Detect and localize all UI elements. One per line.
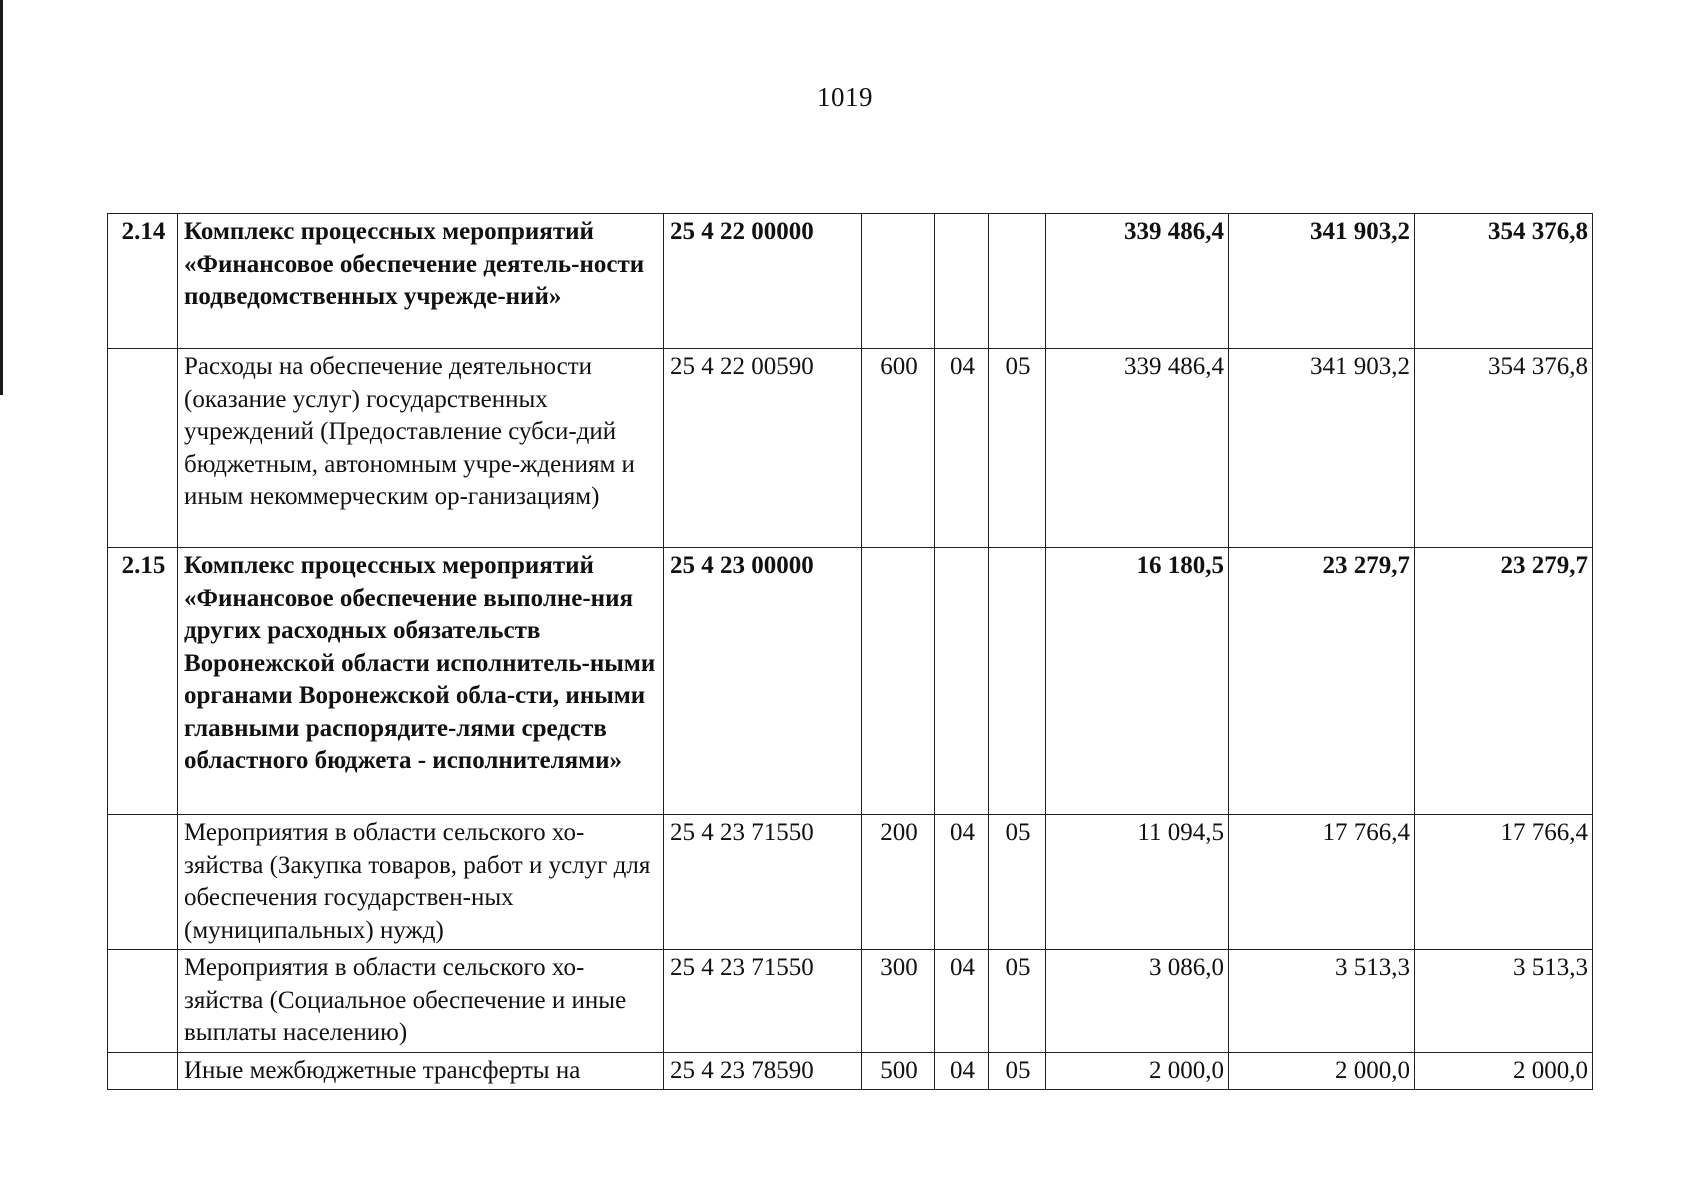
table-row bbox=[108, 815, 1593, 950]
table-row bbox=[108, 548, 1593, 815]
subsection-code bbox=[989, 548, 1046, 815]
amount-year-2: 2 000,0 bbox=[1229, 1053, 1415, 1090]
table-row bbox=[108, 950, 1593, 1053]
row-number: 2.15 bbox=[108, 548, 178, 815]
amount-year-1: 2 000,0 bbox=[1046, 1053, 1229, 1090]
section-code: 04 bbox=[935, 349, 989, 548]
amount-year-2: 23 279,7 bbox=[1229, 548, 1415, 815]
page-number: 1019 bbox=[817, 82, 873, 112]
amount-year-1: 11 094,5 bbox=[1046, 815, 1229, 950]
table-row bbox=[108, 214, 1593, 349]
expense-type bbox=[862, 548, 935, 815]
target-code: 25 4 22 00000 bbox=[664, 214, 862, 349]
section-code: 04 bbox=[935, 1053, 989, 1090]
subsection-code: 05 bbox=[989, 1053, 1046, 1090]
scan-edge-line bbox=[0, 0, 3, 395]
row-number bbox=[108, 815, 178, 950]
row-name: Мероприятия в области сельского хо-зяйства (Закупка товаров, работ и услуг для обеспечения государствен-ных (муниципальных) нужд) bbox=[178, 815, 664, 950]
amount-year-1: 3 086,0 bbox=[1046, 950, 1229, 1053]
expense-type bbox=[862, 214, 935, 349]
row-number: 2.14 bbox=[108, 214, 178, 349]
section-code: 04 bbox=[935, 815, 989, 950]
amount-year-1: 16 180,5 bbox=[1046, 548, 1229, 815]
amount-year-1: 339 486,4 bbox=[1046, 214, 1229, 349]
budget-table bbox=[107, 213, 1593, 1090]
row-name: Иные межбюджетные трансферты на bbox=[178, 1053, 664, 1090]
table-row bbox=[108, 1053, 1593, 1090]
amount-year-3: 17 766,4 bbox=[1415, 815, 1593, 950]
amount-year-2: 17 766,4 bbox=[1229, 815, 1415, 950]
target-code: 25 4 23 71550 bbox=[664, 815, 862, 950]
table-row bbox=[108, 349, 1593, 548]
section-code bbox=[935, 214, 989, 349]
section-code bbox=[935, 548, 989, 815]
row-name: Расходы на обеспечение деятельности (оказание услуг) государственных учреждений (Предоставление субси-дий бюджетным, автономным учре-ждениям и иным некоммерческим ор-ганизациям) bbox=[178, 349, 664, 548]
expense-type: 200 bbox=[862, 815, 935, 950]
row-number bbox=[108, 349, 178, 548]
subsection-code: 05 bbox=[989, 950, 1046, 1053]
amount-year-3: 354 376,8 bbox=[1415, 349, 1593, 548]
row-number bbox=[108, 1053, 178, 1090]
amount-year-2: 341 903,2 bbox=[1229, 349, 1415, 548]
expense-type: 600 bbox=[862, 349, 935, 548]
subsection-code bbox=[989, 214, 1046, 349]
row-name: Комплекс процессных мероприятий «Финансовое обеспечение выполне-ния других расходных обязательств Воронежской области исполнитель-ными органами Воронежской обла-сти, иными главными распорядите-лями средств областного бюджета - исполнителями» bbox=[178, 548, 664, 815]
target-code: 25 4 22 00590 bbox=[664, 349, 862, 548]
amount-year-1: 339 486,4 bbox=[1046, 349, 1229, 548]
amount-year-3: 354 376,8 bbox=[1415, 214, 1593, 349]
amount-year-3: 2 000,0 bbox=[1415, 1053, 1593, 1090]
row-number bbox=[108, 950, 178, 1053]
row-name: Комплекс процессных мероприятий «Финансовое обеспечение деятель-ности подведомственных учрежде-ний» bbox=[178, 214, 664, 349]
amount-year-2: 3 513,3 bbox=[1229, 950, 1415, 1053]
subsection-code: 05 bbox=[989, 815, 1046, 950]
section-code: 04 bbox=[935, 950, 989, 1053]
expense-type: 300 bbox=[862, 950, 935, 1053]
amount-year-3: 23 279,7 bbox=[1415, 548, 1593, 815]
target-code: 25 4 23 71550 bbox=[664, 950, 862, 1053]
amount-year-3: 3 513,3 bbox=[1415, 950, 1593, 1053]
amount-year-2: 341 903,2 bbox=[1229, 214, 1415, 349]
subsection-code: 05 bbox=[989, 349, 1046, 548]
target-code: 25 4 23 78590 bbox=[664, 1053, 862, 1090]
expense-type: 500 bbox=[862, 1053, 935, 1090]
target-code: 25 4 23 00000 bbox=[664, 548, 862, 815]
row-name: Мероприятия в области сельского хо-зяйства (Социальное обеспечение и иные выплаты населению) bbox=[178, 950, 664, 1053]
